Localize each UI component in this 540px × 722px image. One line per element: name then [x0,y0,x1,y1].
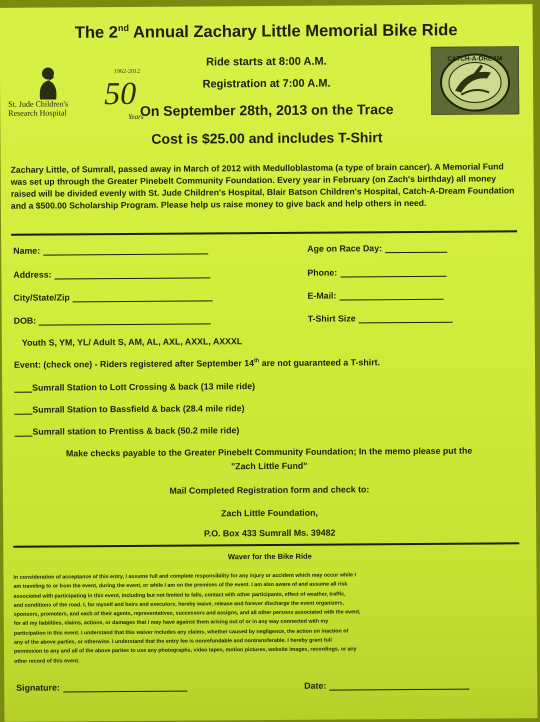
email-field[interactable] [307,290,443,301]
address-field[interactable] [13,268,210,279]
ride-option-2[interactable] [14,403,244,415]
title-ordinal: nd [117,22,129,34]
waiver-line: associated with participating in this event, including but not limited to falls, contact with other participants, effect of weather, traffic, [13,591,346,600]
waiver-line: participation in this event. I understand that this waiver includes any claims, whether caused by negligence, the action on inaction of [13,628,349,637]
catch-a-dream-text: CATCH-A-DREAM [447,55,503,63]
email-label: E-Mail: [307,290,337,301]
tshirt-size-field[interactable] [308,313,453,324]
intro-paragraph: Zachary Little, of Sumrall, passed away in March of 2012 with Medulloblastoma (a type of brain cancer). A Memorial Fund was set up through the Greater Pinebelt Community Foundation. Every year in February (on Zach's birthday) all money raised will be divided evenly with St. Jude Children's Hospital, Blair Batson Children's Hospital, Catch-A-Dream Foundation and a $500.00 Scholarship Program. Please help us raise money to give back and help others in need. [10,161,515,211]
dob-label: DOB: [13,315,37,326]
waiver-line: am traveling to or from the event, during the event, or while I am on the premises of the event. I am also aware of and assume all risk [13,581,348,591]
ride-option-1-checkbox[interactable] [14,383,32,393]
tshirt-blank[interactable] [359,313,453,324]
waiver-text [13,570,520,666]
date-label: Date: [304,680,327,691]
ride-option-3-label: Sumrall station to Prentiss & back (50.2 mile ride) [32,425,240,437]
signature-field[interactable] [16,682,60,692]
st-jude-text: St. Jude Children's Research Hospital [8,99,69,118]
email-blank[interactable] [339,290,443,301]
waiver-line: permission to any and all of the above parties to use any photographs, video tapes, motion pictures, website images, recordings, or any [13,646,357,656]
name-field[interactable] [13,244,208,255]
ride-option-1[interactable] [14,381,255,393]
ride-start-time: Ride starts at 8:00 A.M. [206,55,327,69]
divider-bottom [13,542,519,547]
phone-field[interactable] [307,267,446,278]
phone-label: Phone: [307,267,338,278]
fifty-years-label: Years [128,112,144,121]
tshirt-label: T-Shirt Size [307,313,356,324]
waiver-line: any of the above parties, or otherwise. I understand that the entry fee is nonrefundable and nontransferable. I hereby grant full [13,637,332,646]
event-date: On September 28th, 2013 on the Trace [139,101,394,119]
age-label: Age on Race Day: [307,243,383,254]
checks-payable-line: Make checks payable to the Greater Pinebelt Community Foundation; In the memo please put the [65,445,473,459]
address-label: Address: [13,269,52,280]
divider-top [11,230,517,235]
event-ordinal: th [254,358,260,365]
waiver-line: In consideration of acceptance of this entry, I assume full and complete responsibility for any injury or accident which may occur while I [13,572,357,581]
mailing-org: Zach Little Foundation, [221,507,318,519]
title-prefix: The 2 [74,23,119,42]
ride-option-1-label: Sumrall Station to Lott Crossing & back (13 mile ride) [32,381,256,393]
event-instructions [14,357,380,370]
waiver-line: other record of this event. [14,657,80,665]
city-label: City/State/Zip [13,292,70,303]
fifty-number: 50 [103,74,137,112]
ride-option-2-checkbox[interactable] [14,405,32,415]
ride-option-3[interactable] [14,425,239,437]
shirt-sizes: Youth S, YM, YL/ Adult S, AM, AL, AXL, AXXL, AXXXL [21,336,243,348]
title-suffix: Annual Zachary Little Memorial Bike Ride [128,21,458,42]
dob-blank[interactable] [39,314,211,325]
registration-flyer [0,4,537,722]
waiver-line: sponsors, promoters, and each of their agents, representatives, successors and assigns, and all other persons associated with the event, [13,609,361,618]
waiver-title: Waver for the Bike Ride [227,551,312,562]
mail-instructions: Mail Completed Registration form and check to: [169,484,370,496]
waiver-line: for all my liabilities, claims, actions, or damages that I may have against them arising out of or in any way connected with my [13,619,329,628]
address-blank[interactable] [54,268,210,279]
signature-blank[interactable] [63,682,187,693]
mailing-address: P.O. Box 433 Sumrall Ms. 39482 [203,527,336,539]
fifty-years-range: 1962-2012 [113,68,140,76]
age-field[interactable] [307,243,447,254]
waiver-line: and conditions of the road. I, for myself and heirs and executors, hereby waive, release and forever discharge the event organizers, [13,600,344,609]
city-state-zip-field[interactable] [14,291,213,302]
event-prefix: Event: (check one) - Riders registered after September 14 [13,358,255,370]
date-field[interactable] [304,681,326,691]
ride-option-3-checkbox[interactable] [14,427,32,437]
event-suffix: are not guaranteed a T-shirt. [259,357,381,369]
date-blank[interactable] [329,680,469,691]
signature-label: Signature: [16,682,60,693]
event-cost: Cost is $25.00 and includes T-Shirt [151,129,383,147]
registration-time: Registration at 7:00 A.M. [202,77,331,91]
memo-text: "Zach Little Fund" [231,460,308,472]
name-blank[interactable] [43,244,208,255]
ride-option-2-label: Sumrall Station to Bassfield & back (28.4 mile ride) [32,403,245,415]
city-blank[interactable] [73,291,213,302]
phone-blank[interactable] [340,267,446,278]
name-label: Name: [13,245,41,256]
age-blank[interactable] [385,243,447,253]
page-title [0,20,533,43]
dob-field[interactable] [14,314,212,325]
